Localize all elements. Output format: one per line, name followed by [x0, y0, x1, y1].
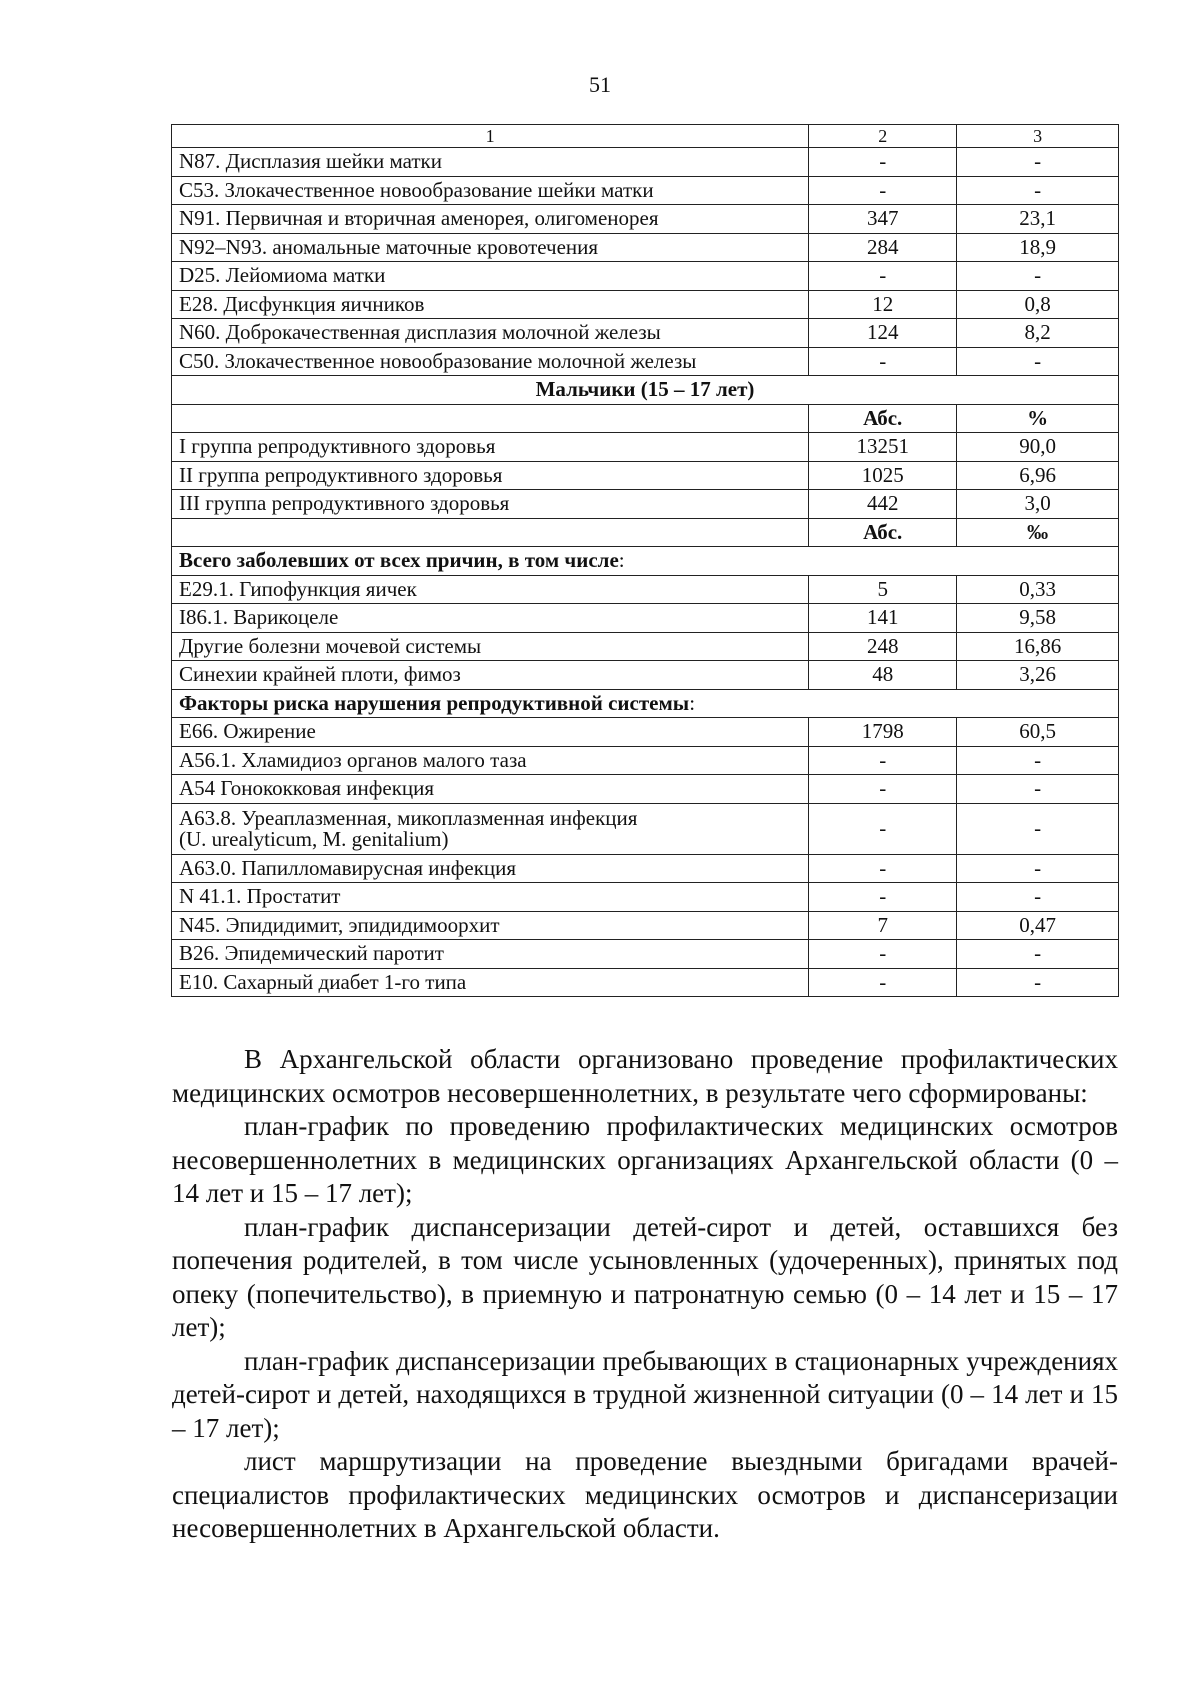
total-heading-text: Всего заболевших от всех причин, в том числе	[179, 548, 619, 573]
table-row	[172, 575, 1119, 604]
table-row	[172, 746, 1119, 775]
table-row	[172, 911, 1119, 940]
abs-value: 347	[809, 205, 957, 234]
total-heading-row	[172, 547, 1119, 576]
section-row-boys	[172, 376, 1119, 405]
paragraph: план-график диспансеризации пребывающих в стационарных учреждениях детей-сирот и детей, находящихся в трудной жизненной ситуации (0 – 14 лет и 15 – 17 лет);	[172, 1345, 1118, 1443]
abs-value: 13251	[809, 433, 957, 462]
row-label: N 41.1. Простатит	[172, 883, 809, 912]
abs-value: 442	[809, 490, 957, 519]
row-label: I86.1. Варикоцеле	[172, 604, 809, 633]
rate-value: 16,86	[957, 632, 1119, 661]
abs-value: -	[809, 968, 957, 997]
abs-value: -	[809, 883, 957, 912]
rate-value: -	[957, 968, 1119, 997]
column-number-1: 1	[172, 125, 809, 148]
column-number-row	[172, 125, 1119, 148]
table-row	[172, 205, 1119, 234]
abs-value: 1025	[809, 461, 957, 490]
row-label: N60. Доброкачественная дисплазия молочной железы	[172, 319, 809, 348]
rate-value: 0,8	[957, 290, 1119, 319]
abs-value: 5	[809, 575, 957, 604]
column-number-2: 2	[809, 125, 957, 148]
rate-value: 0,33	[957, 575, 1119, 604]
row-label: C50. Злокачественное новообразование молочной железы	[172, 347, 809, 376]
rate-value: -	[957, 262, 1119, 291]
empty-cell	[172, 518, 809, 547]
rate-value: -	[957, 883, 1119, 912]
rate-value: 18,9	[957, 233, 1119, 262]
table-row	[172, 148, 1119, 177]
abs-value: -	[809, 347, 957, 376]
abs-value: -	[809, 803, 957, 854]
row-label: N45. Эпидидимит, эпидидимоорхит	[172, 911, 809, 940]
risk-heading-row	[172, 689, 1119, 718]
paragraph: план-график по проведению профилактических медицинских осмотров несовершеннолетних в медицинских организациях Архангельской области (0 – 14 лет и 15 – 17 лет);	[172, 1111, 1118, 1208]
table-row	[172, 319, 1119, 348]
rate-value: -	[957, 775, 1119, 804]
subheader-abs: Абс.	[809, 404, 957, 433]
risk-heading	[172, 689, 1119, 718]
table-row	[172, 661, 1119, 690]
total-heading-colon: :	[618, 548, 625, 573]
row-label-line-2: (U. urealyticum, M. genitalium)	[179, 826, 449, 851]
rate-value: 0,47	[957, 911, 1119, 940]
table-row	[172, 490, 1119, 519]
row-label: N87. Дисплазия шейки матки	[172, 148, 809, 177]
table-row	[172, 176, 1119, 205]
rate-value: 6,96	[957, 461, 1119, 490]
row-label: N92–N93. аномальные маточные кровотечения	[172, 233, 809, 262]
empty-cell	[172, 404, 809, 433]
row-label: E10. Сахарный диабет 1-го типа	[172, 968, 809, 997]
table-row	[172, 718, 1119, 747]
row-label: E66. Ожирение	[172, 718, 809, 747]
subheader-abs: Абс.	[809, 518, 957, 547]
table-row	[172, 854, 1119, 883]
table-row	[172, 632, 1119, 661]
abs-value: 7	[809, 911, 957, 940]
table-row	[172, 968, 1119, 997]
subheader-row	[172, 404, 1119, 433]
table-row	[172, 262, 1119, 291]
row-label: B26. Эпидемический паротит	[172, 940, 809, 969]
row-label: E28. Дисфункция яичников	[172, 290, 809, 319]
rate-value: 3,26	[957, 661, 1119, 690]
table-row	[172, 290, 1119, 319]
section-title-boys: Мальчики (15 – 17 лет)	[172, 376, 1119, 405]
table-row	[172, 803, 1119, 854]
risk-heading-text: Факторы риска нарушения репродуктивной системы	[179, 690, 690, 715]
body-text	[172, 1043, 1118, 1546]
row-label: A63.0. Папилломавирусная инфекция	[172, 854, 809, 883]
row-label: D25. Лейомиома матки	[172, 262, 809, 291]
rate-value: -	[957, 148, 1119, 177]
abs-value: -	[809, 940, 957, 969]
rate-value: -	[957, 746, 1119, 775]
abs-value: 1798	[809, 718, 957, 747]
table-row	[172, 233, 1119, 262]
paragraph: В Архангельской области организовано проведение профилактических медицинских осмотров несовершеннолетних, в результате чего сформированы:	[172, 1044, 1118, 1108]
row-label-line-1: A63.8. Уреаплазменная, микоплазменная инфекция	[179, 805, 638, 830]
rate-value: -	[957, 940, 1119, 969]
rate-value: -	[957, 176, 1119, 205]
subheader-permille: ‰	[957, 518, 1119, 547]
table-row	[172, 433, 1119, 462]
abs-value: 124	[809, 319, 957, 348]
row-label: II группа репродуктивного здоровья	[172, 461, 809, 490]
table-row	[172, 461, 1119, 490]
row-label: E29.1. Гипофункция яичек	[172, 575, 809, 604]
abs-value: -	[809, 775, 957, 804]
row-label: N91. Первичная и вторичная аменорея, олигоменорея	[172, 205, 809, 234]
rate-value: 8,2	[957, 319, 1119, 348]
risk-heading-colon: :	[689, 690, 696, 715]
paragraph: лист маршрутизации на проведение выездными бригадами врачей-специалистов профилактических медицинских осмотров и диспансеризации несовершеннолетних в Архангельской области.	[172, 1446, 1118, 1543]
rate-value: -	[957, 803, 1119, 854]
abs-value: -	[809, 148, 957, 177]
column-number-3: 3	[957, 125, 1119, 148]
subheader-row	[172, 518, 1119, 547]
table-row	[172, 775, 1119, 804]
row-label: Другие болезни мочевой системы	[172, 632, 809, 661]
abs-value: 141	[809, 604, 957, 633]
abs-value: -	[809, 262, 957, 291]
subheader-percent: %	[957, 404, 1119, 433]
table-row	[172, 347, 1119, 376]
abs-value: -	[809, 746, 957, 775]
statistics-table	[171, 124, 1119, 997]
row-label: III группа репродуктивного здоровья	[172, 490, 809, 519]
row-label	[172, 803, 809, 854]
page-number: 51	[589, 72, 611, 97]
abs-value: -	[809, 176, 957, 205]
table-row	[172, 940, 1119, 969]
table-row	[172, 883, 1119, 912]
rate-value: -	[957, 347, 1119, 376]
row-label: A56.1. Хламидиоз органов малого таза	[172, 746, 809, 775]
abs-value: 48	[809, 661, 957, 690]
rate-value: -	[957, 854, 1119, 883]
table-row	[172, 604, 1119, 633]
rate-value: 9,58	[957, 604, 1119, 633]
row-label: A54 Гонококковая инфекция	[172, 775, 809, 804]
row-label: Синехии крайней плоти, фимоз	[172, 661, 809, 690]
rate-value: 60,5	[957, 718, 1119, 747]
abs-value: 284	[809, 233, 957, 262]
abs-value: -	[809, 854, 957, 883]
rate-value: 23,1	[957, 205, 1119, 234]
total-heading	[172, 547, 1119, 576]
abs-value: 248	[809, 632, 957, 661]
row-label: C53. Злокачественное новообразование шейки матки	[172, 176, 809, 205]
rate-value: 3,0	[957, 490, 1119, 519]
rate-value: 90,0	[957, 433, 1119, 462]
paragraph: план-график диспансеризации детей-сирот и детей, оставшихся без попечения родителей, в том числе усыновленных (удочеренных), принятых под опеку (попечительство), в приемную и патронатную семью (0 – 14 лет и 15 – 17 лет);	[172, 1211, 1118, 1342]
row-label: I группа репродуктивного здоровья	[172, 433, 809, 462]
abs-value: 12	[809, 290, 957, 319]
